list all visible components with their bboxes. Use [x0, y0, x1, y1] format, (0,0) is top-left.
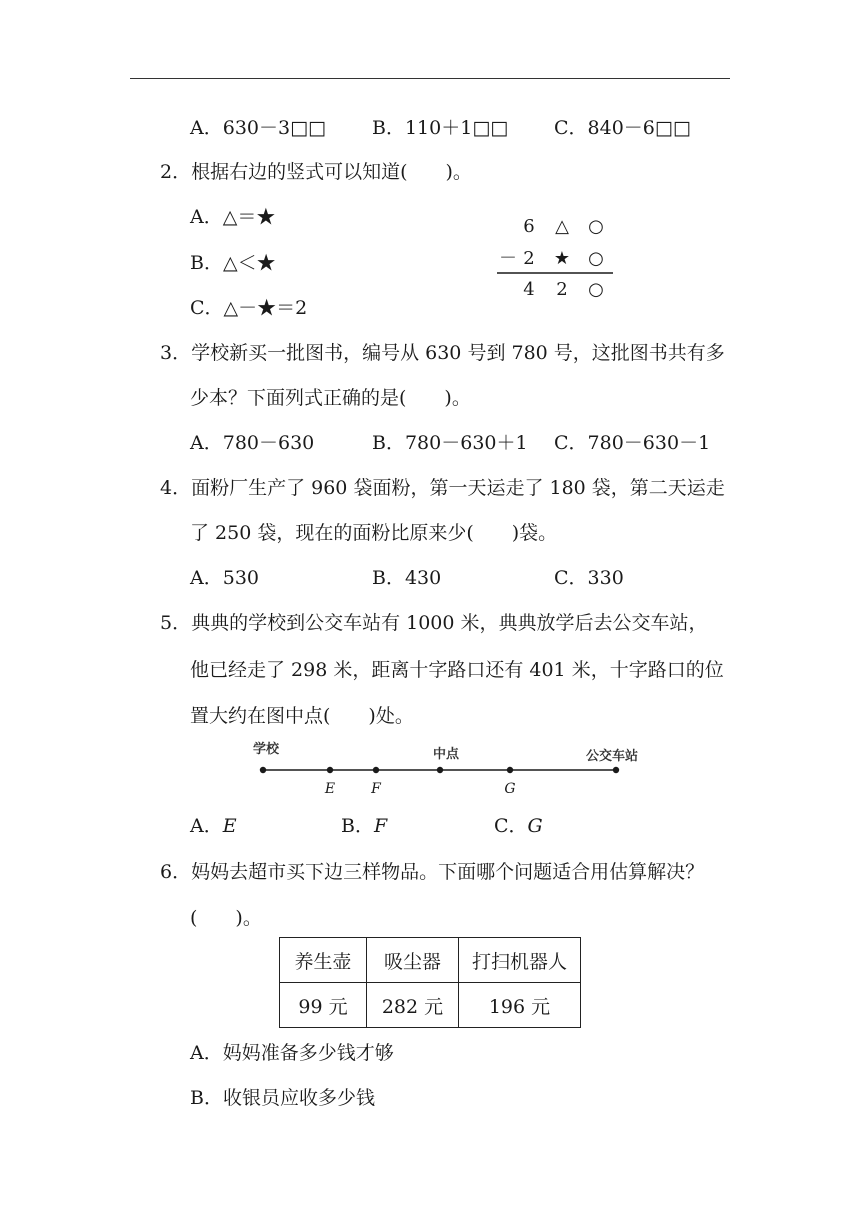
q1-option-b-text: 110＋1□□ — [404, 117, 509, 139]
table-header-cell: 吸尘器 — [367, 938, 459, 983]
q2-option-c — [190, 296, 307, 320]
q4-number: 4． — [160, 477, 192, 499]
q3-option-c — [554, 431, 710, 455]
q2-option-b-letter: B． — [190, 252, 223, 274]
vc-r2-c1: 2 — [523, 248, 535, 269]
q2-number: 2． — [160, 161, 192, 183]
q5-option-c-text: G — [527, 815, 543, 837]
q2-option-a-letter: A． — [190, 206, 223, 228]
table-row — [280, 983, 581, 1028]
q5-stem-line1 — [160, 611, 708, 635]
table-header-row — [280, 938, 581, 983]
q6-stem-line1 — [160, 860, 704, 884]
q5-stem-line3: 置大约在图中点( )处。 — [190, 705, 414, 727]
q3-option-b-text: 780－630＋1 — [404, 432, 528, 454]
q1-option-a-text: 630－3□□ — [222, 117, 326, 139]
header-rule — [130, 78, 730, 79]
vc-r2-c3: ○ — [588, 248, 604, 269]
q4-stem-line1 — [160, 476, 725, 500]
table-header-cell: 打扫机器人 — [459, 938, 581, 983]
vc-r1-c1: 6 — [523, 216, 535, 237]
q5-option-a — [190, 814, 237, 838]
q6-option-b-text: 收银员应收多少钱 — [222, 1087, 375, 1109]
q5-option-c — [494, 814, 543, 838]
label-f: F — [371, 781, 381, 797]
q5-stem-line2: 他已经走了 298 米，距离十字路口还有 401 米，十字路口的位 — [190, 659, 724, 681]
q2-option-b — [190, 251, 276, 275]
point-e — [327, 767, 333, 773]
vc-r1-c2: △ — [555, 216, 569, 237]
vc-r3-c1: 4 — [523, 279, 535, 300]
q3-option-b — [372, 431, 528, 455]
q6-option-b-letter: B． — [190, 1087, 223, 1109]
q5-option-c-letter: C． — [494, 815, 528, 837]
q1-option-c-letter: C． — [554, 117, 588, 139]
q5-option-a-text: E — [222, 815, 237, 837]
q5-number: 5． — [160, 612, 192, 634]
q4-option-b — [372, 566, 441, 590]
q4-option-c-letter: C． — [554, 567, 588, 589]
q3-stem-text-1: 学校新买一批图书，编号从 630 号到 780 号，这批图书共有多 — [191, 342, 725, 364]
q1-option-c-text: 840－6□□ — [587, 117, 691, 139]
q2-option-b-text: △＜★ — [222, 252, 276, 274]
q6-stem-line2: ( )。 — [190, 907, 262, 929]
q1-option-a — [190, 116, 326, 140]
table-cell: 196 元 — [459, 983, 581, 1028]
q3-option-a — [190, 431, 314, 455]
q4-option-b-text: 430 — [404, 567, 442, 589]
label-midpoint: 中点 — [432, 747, 460, 762]
q3-number: 3． — [160, 342, 192, 364]
vc-r3-c2: 2 — [556, 279, 568, 300]
vc-r3-c3: ○ — [588, 279, 604, 300]
q5-stem-text-1: 典典的学校到公交车站有 1000 米，典典放学后去公交车站， — [191, 612, 708, 634]
q1-option-b — [372, 116, 508, 140]
q6-stem-text-1: 妈妈去超市买下边三样物品。下面哪个问题适合用估算解决？ — [191, 861, 705, 883]
q6-option-a-text: 妈妈准备多少钱才够 — [222, 1042, 394, 1064]
q4-option-b-letter: B． — [372, 567, 405, 589]
vc-r2-c2: ★ — [553, 248, 571, 269]
q5-option-b-text: F — [373, 815, 388, 837]
q4-option-a-text: 530 — [222, 567, 259, 589]
label-station: 公交车站 — [585, 749, 639, 764]
q4-option-c — [554, 566, 624, 590]
q1-option-a-letter: A． — [190, 117, 223, 139]
q5-option-b-letter: B． — [341, 815, 374, 837]
q1-option-c — [554, 116, 691, 140]
q5-option-a-letter: A． — [190, 815, 223, 837]
point-midpoint — [437, 767, 443, 773]
q1-option-b-letter: B． — [372, 117, 405, 139]
q2-stem-text: 根据右边的竖式可以知道( )。 — [191, 161, 472, 183]
q2-option-a-text: △＝★ — [222, 206, 276, 228]
q4-option-c-text: 330 — [587, 567, 624, 589]
q6-option-a — [190, 1041, 394, 1065]
q5-option-b — [341, 814, 387, 838]
point-g — [507, 767, 513, 773]
q2-option-a — [190, 205, 275, 229]
q4-stem-text-1: 面粉厂生产了 960 袋面粉，第一天运走了 180 袋，第二天运走 — [191, 477, 725, 499]
q3-option-a-text: 780－630 — [222, 432, 315, 454]
q2-option-c-letter: C． — [190, 297, 224, 319]
table-cell: 99 元 — [280, 983, 367, 1028]
q3-stem-line2: 少本？下面列式正确的是( )。 — [190, 387, 471, 409]
vc-minus-sign: － — [499, 248, 517, 269]
table-cell: 282 元 — [367, 983, 459, 1028]
table-header-cell: 养生壶 — [280, 938, 367, 983]
q6-option-a-letter: A． — [190, 1042, 223, 1064]
q3-stem-line1 — [160, 341, 725, 365]
label-school: 学校 — [252, 742, 280, 757]
q3-option-b-letter: B． — [372, 432, 405, 454]
q6-price-table — [279, 937, 581, 1028]
q6-number: 6． — [160, 861, 192, 883]
point-f — [373, 767, 379, 773]
q4-option-a — [190, 566, 259, 590]
q3-option-c-text: 780－630－1 — [587, 432, 711, 454]
label-g: G — [504, 781, 516, 797]
q4-stem-line2: 了 250 袋，现在的面粉比原来少( )袋。 — [190, 522, 558, 544]
q3-option-a-letter: A． — [190, 432, 223, 454]
q3-option-c-letter: C． — [554, 432, 588, 454]
q2-stem — [160, 160, 472, 184]
vc-r1-c3: ○ — [588, 216, 604, 237]
q6-option-b — [190, 1086, 375, 1110]
q4-option-a-letter: A． — [190, 567, 223, 589]
point-school — [260, 767, 266, 773]
label-e: E — [324, 781, 336, 797]
q2-option-c-text: △－★＝2 — [223, 297, 308, 319]
point-station — [613, 767, 619, 773]
